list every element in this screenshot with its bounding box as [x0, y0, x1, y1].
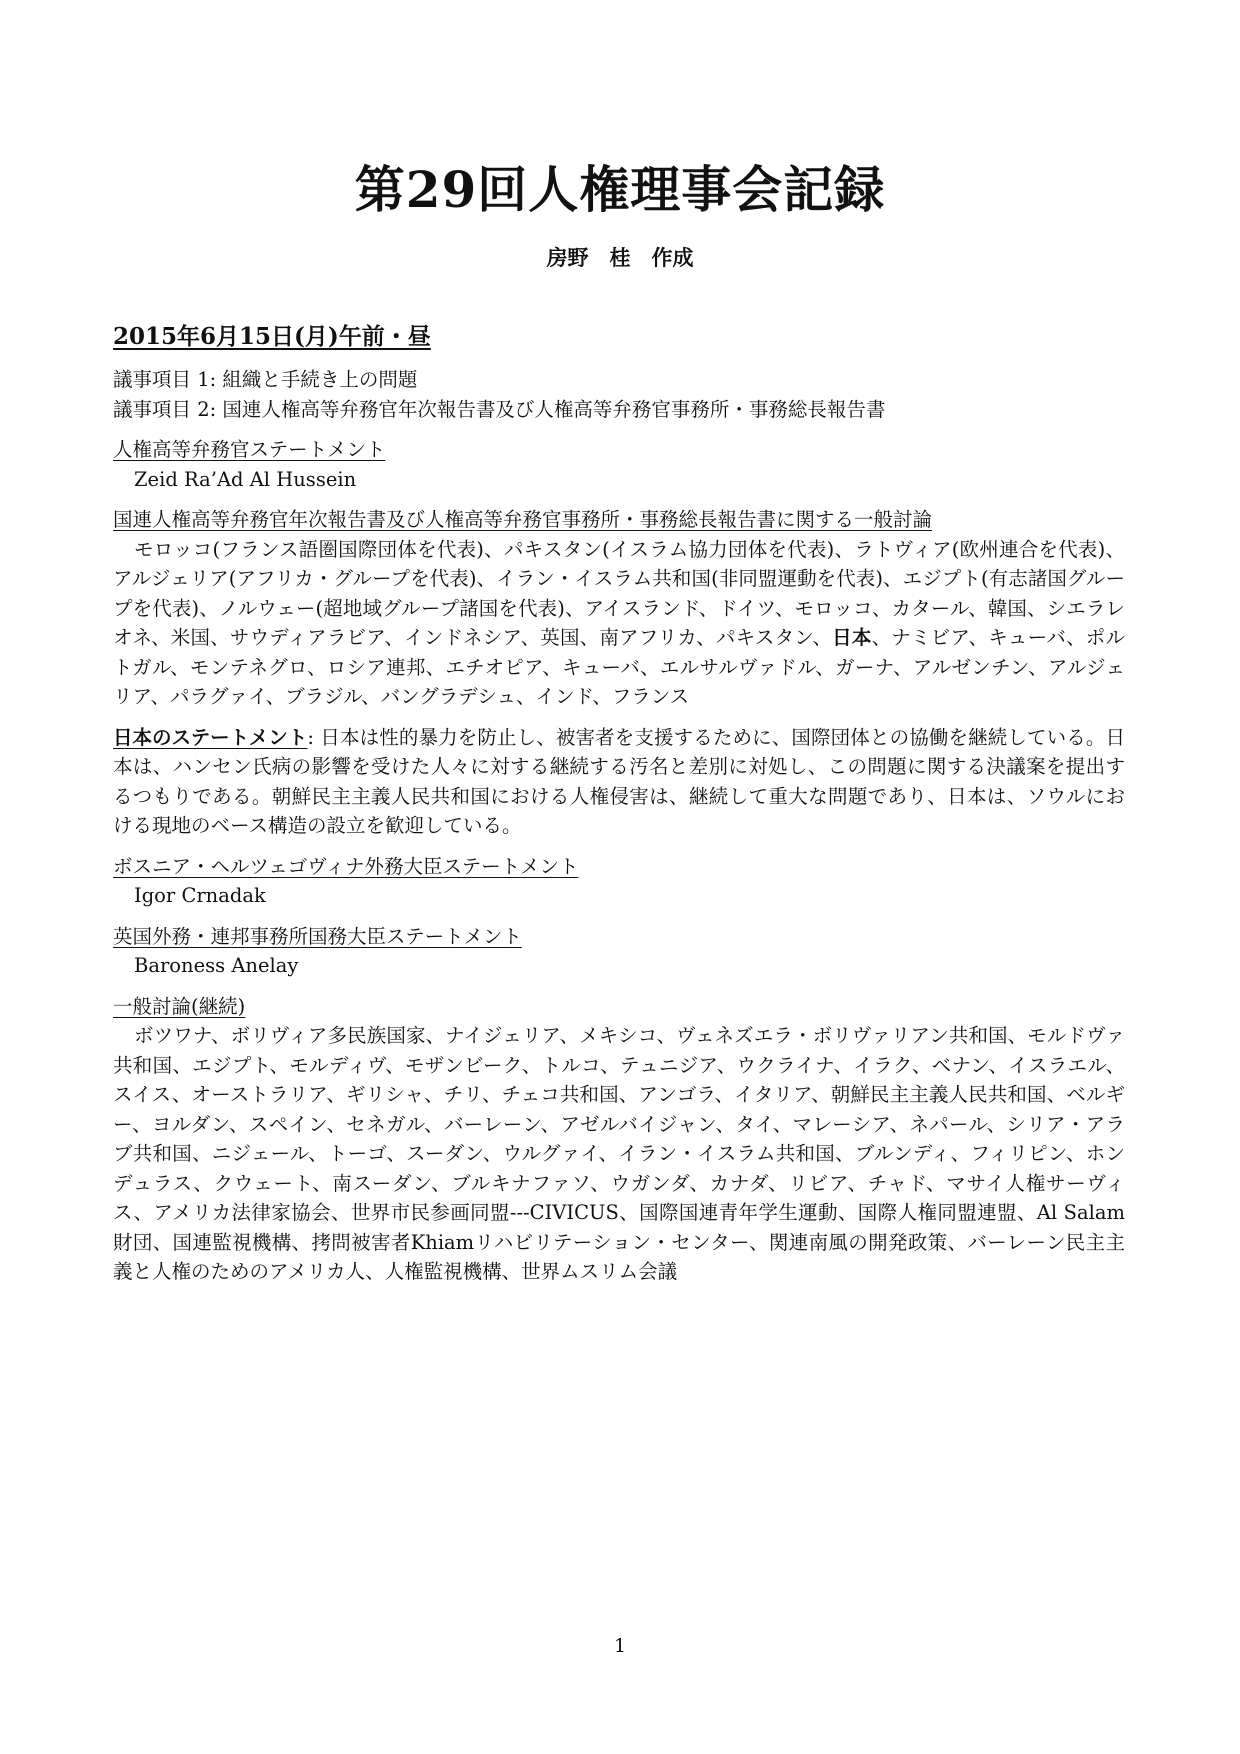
continued-debate-heading: 一般討論(継続)	[113, 994, 246, 1018]
author-line: 房野 桂 作成	[546, 245, 694, 270]
japan-statement	[113, 723, 1125, 841]
bosnia-statement-heading: ボスニア・ヘルツェゴヴィナ外務大臣ステートメント	[113, 854, 579, 878]
agenda-item-2: 議事項目 2: 国連人権高等弁務官年次報告書及び人権高等弁務官事務所・事務総長報告書	[113, 397, 886, 421]
hc-speaker: Zeid Ra’Ad Al Hussein	[134, 467, 357, 491]
hc-statement-heading: 人権高等弁務官ステートメント	[113, 438, 386, 461]
japan-statement-label: 日本のステートメント	[113, 725, 308, 749]
session-date: 2015年6月15日(月)午前・昼	[113, 323, 431, 350]
agenda-item-1: 議事項目 1: 組織と手続き上の問題	[113, 368, 418, 391]
general-debate-heading: 国連人権高等弁務官年次報告書及び人権高等弁務官事務所・事務総長報告書に関する一般討論	[113, 508, 933, 531]
bosnia-speaker: Igor Crnadak	[134, 884, 266, 907]
continued-debate-speakers: ボツワナ、ボリヴィア多民族国家、ナイジェリア、メキシコ、ヴェネズエラ・ボリヴァリアン共和国、モルドヴァ共和国、エジプト、モルディヴ、モザンビーク、トルコ、テュニジア、ウクライナ、イラク、ベナン、イスラエル、スイス、オーストラリア、ギリシャ、チリ、チェコ共和国、アンゴラ、イタリア、朝鮮民主主義人民共和国、ベルギー、ヨルダン、スペイン、セネガル、バーレーン、アゼルバイジャン、タイ、マレーシア、ネパール、シリア・アラブ共和国、ニジェール、トーゴ、スーダン、ウルグァイ、イラン・イスラム共和国、ブルンディ、フィリピン、ホンデュラス、クウェート、南スーダン、ブルキナファソ、ウガンダ、カナダ、リビア、チャド、マサイ人権サーヴィス、アメリカ法律家協会、世界市民参画同盟---CIVICUS、国際国連青年学生運動、国際人権同盟連盟、Al Salam財団、国連監視機構、拷問被害者Khiamリハビリテーション・センター、関連南風の開発政策、バーレーン民主主義と人権のためのアメリカ人、人権監視機構、世界ムスリム会議	[113, 1024, 1125, 1283]
document-body	[113, 365, 1125, 1287]
uk-speaker: Baroness Anelay	[134, 954, 299, 977]
japan-statement-text: : 日本は性的暴力を防止し、被害者を支援するために、国際団体との協働を継続している。日本は、ハンセン氏病の影響を受けた人々に対する継続する汚名と差別に対処し、この問題に関する決議案を提出するつもりである。朝鮮民主主義人民共和国における人権侵害は、継続して重大な問題であり、日本は、ソウルにおける現地のベース構造の設立を歓迎している。	[113, 725, 1125, 837]
uk-statement-heading: 英国外務・連邦事務所国務大臣ステートメント	[113, 924, 522, 948]
page-title: 第29回人権理事会記録	[354, 160, 886, 219]
general-debate-speakers: モロッコ(フランス語圏国際団体を代表)、パキスタン(イスラム協力団体を代表)、ラトヴィア(欧州連合を代表)、アルジェリア(アフリカ・グループを代表)、イラン・イスラム共和国(非同盟運動を代表)、エジプト(有志諸国グループを代表)、ノルウェー(超地域グループ諸国を代表)、アイスランド、ドイツ、モロッコ、カタール、韓国、シエラレオネ、米国、サウディアラビア、インドネシア、英国、南アフリカ、パキスタン、日本、ナミビア、キューバ、ポルトガル、モンテネグロ、ロシア連邦、エチオピア、キューバ、エルサルヴァドル、ガーナ、アルゼンチン、アルジェリア、パラグァイ、ブラジル、バングラデシュ、インド、フランス	[113, 537, 1125, 708]
japan-highlight: 日本	[832, 626, 872, 649]
page-number: 1	[613, 1635, 627, 1657]
